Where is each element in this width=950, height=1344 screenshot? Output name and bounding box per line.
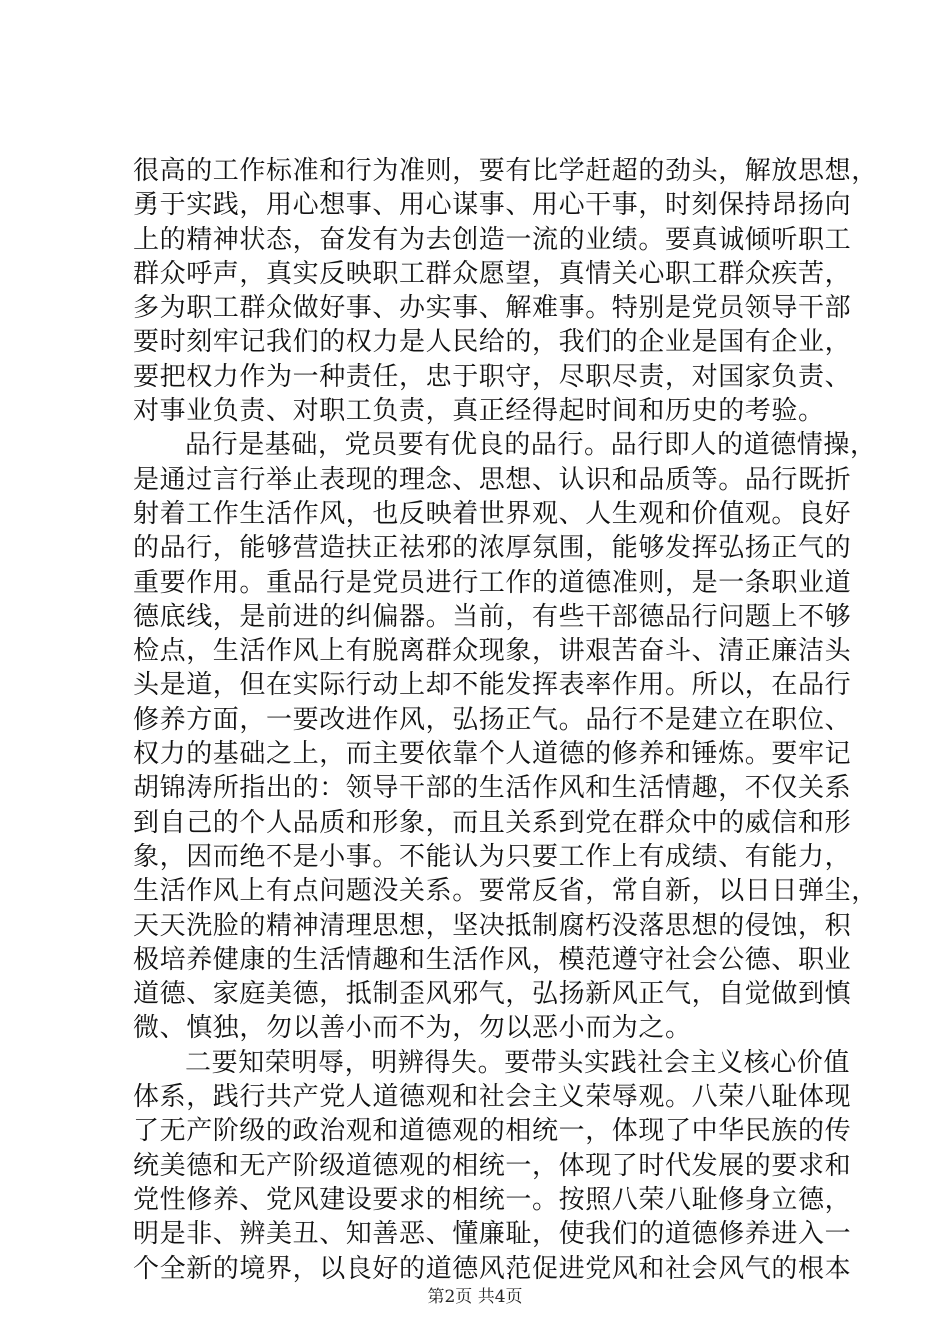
text-line: 射着工作生活作风，也反映着世界观、人生观和价值观。良好 xyxy=(133,498,852,529)
text-line: 生活作风上有点问题没关系。要常反省，常自新，以日日弹尘， xyxy=(133,876,878,907)
paragraph xyxy=(133,428,878,1045)
text-line: 权力的基础之上，而主要依靠个人道德的修养和锤炼。要牢记 xyxy=(133,739,852,770)
text-line: 品行是基础，党员要有优良的品行。品行即人的道德情操， xyxy=(185,430,877,461)
text-line: 二要知荣明辱，明辨得失。要带头实践社会主义核心价值 xyxy=(185,1047,851,1078)
text-line: 检点，生活作风上有脱离群众现象，讲艰苦奋斗、清正廉洁头 xyxy=(133,636,852,667)
text-line: 明是非、辨美丑、知善恶、懂廉耻，使我们的道德修养进入一 xyxy=(133,1219,852,1250)
text-line: 天天洗脸的精神清理思想，坚决抵制腐朽没落思想的侵蚀，积 xyxy=(133,910,852,941)
text-line: 对事业负责、对职工负责，真正经得起时间和历史的考验。 xyxy=(133,396,825,427)
text-line: 头是道，但在实际行动上却不能发挥表率作用。所以，在品行 xyxy=(133,670,852,701)
document-body xyxy=(133,154,878,1286)
text-line: 到自己的个人品质和形象，而且关系到党在群众中的威信和形 xyxy=(133,807,852,838)
text-line: 象，因而绝不是小事。不能认为只要工作上有成绩、有能力， xyxy=(133,841,852,872)
text-line: 要把权力作为一种责任，忠于职守，尽职尽责，对国家负责、 xyxy=(133,361,852,392)
text-line: 的品行，能够营造扶正祛邪的浓厚氛围，能够发挥弘扬正气的 xyxy=(133,533,852,564)
paragraph xyxy=(133,1046,852,1286)
text-line: 党性修养、党风建设要求的相统一。按照八荣八耻修身立德， xyxy=(133,1184,852,1215)
text-line: 多为职工群众做好事、办实事、解难事。特别是党员领导干部 xyxy=(133,293,852,324)
text-line: 统美德和无产阶级道德观的相统一，体现了时代发展的要求和 xyxy=(133,1150,852,1181)
text-line: 要时刻牢记我们的权力是人民给的，我们的企业是国有企业， xyxy=(133,327,852,358)
text-line: 德底线，是前进的纠偏器。当前，有些干部德品行问题上不够 xyxy=(133,601,852,632)
text-line: 胡锦涛所指出的：领导干部的生活作风和生活情趣，不仅关系 xyxy=(133,773,852,804)
text-line: 群众呼声，真实反映职工群众愿望，真情关心职工群众疾苦， xyxy=(133,258,852,289)
paragraph xyxy=(133,154,878,428)
text-line: 个全新的境界，以良好的道德风范促进党风和社会风气的根本 xyxy=(133,1253,852,1284)
text-line: 体系，践行共产党人道德观和社会主义荣辱观。八荣八耻体现 xyxy=(133,1082,852,1113)
text-line: 很高的工作标准和行为准则，要有比学赶超的劲头，解放思想， xyxy=(133,156,878,186)
text-line: 道德、家庭美德，抵制歪风邪气，弘扬新风正气，自觉做到慎 xyxy=(133,979,852,1010)
text-line: 极培养健康的生活情趣和生活作风，模范遵守社会公德、职业 xyxy=(133,944,852,975)
text-line: 微、慎独，勿以善小而不为，勿以恶小而为之。 xyxy=(133,1013,692,1044)
text-line: 勇于实践，用心想事、用心谋事、用心干事，时刻保持昂扬向 xyxy=(133,190,852,221)
page-footer: 第2页 共4页 xyxy=(427,1287,523,1307)
text-line: 上的精神状态，奋发有为去创造一流的业绩。要真诚倾听职工 xyxy=(133,224,852,255)
text-line: 修养方面，一要改进作风，弘扬正气。品行不是建立在职位、 xyxy=(133,704,852,735)
text-line: 了无产阶级的政治观和道德观的相统一，体现了中华民族的传 xyxy=(133,1116,852,1147)
text-line: 是通过言行举止表现的理念、思想、认识和品质等。品行既折 xyxy=(133,464,852,495)
text-line: 重要作用。重品行是党员进行工作的道德准则，是一条职业道 xyxy=(133,567,852,598)
